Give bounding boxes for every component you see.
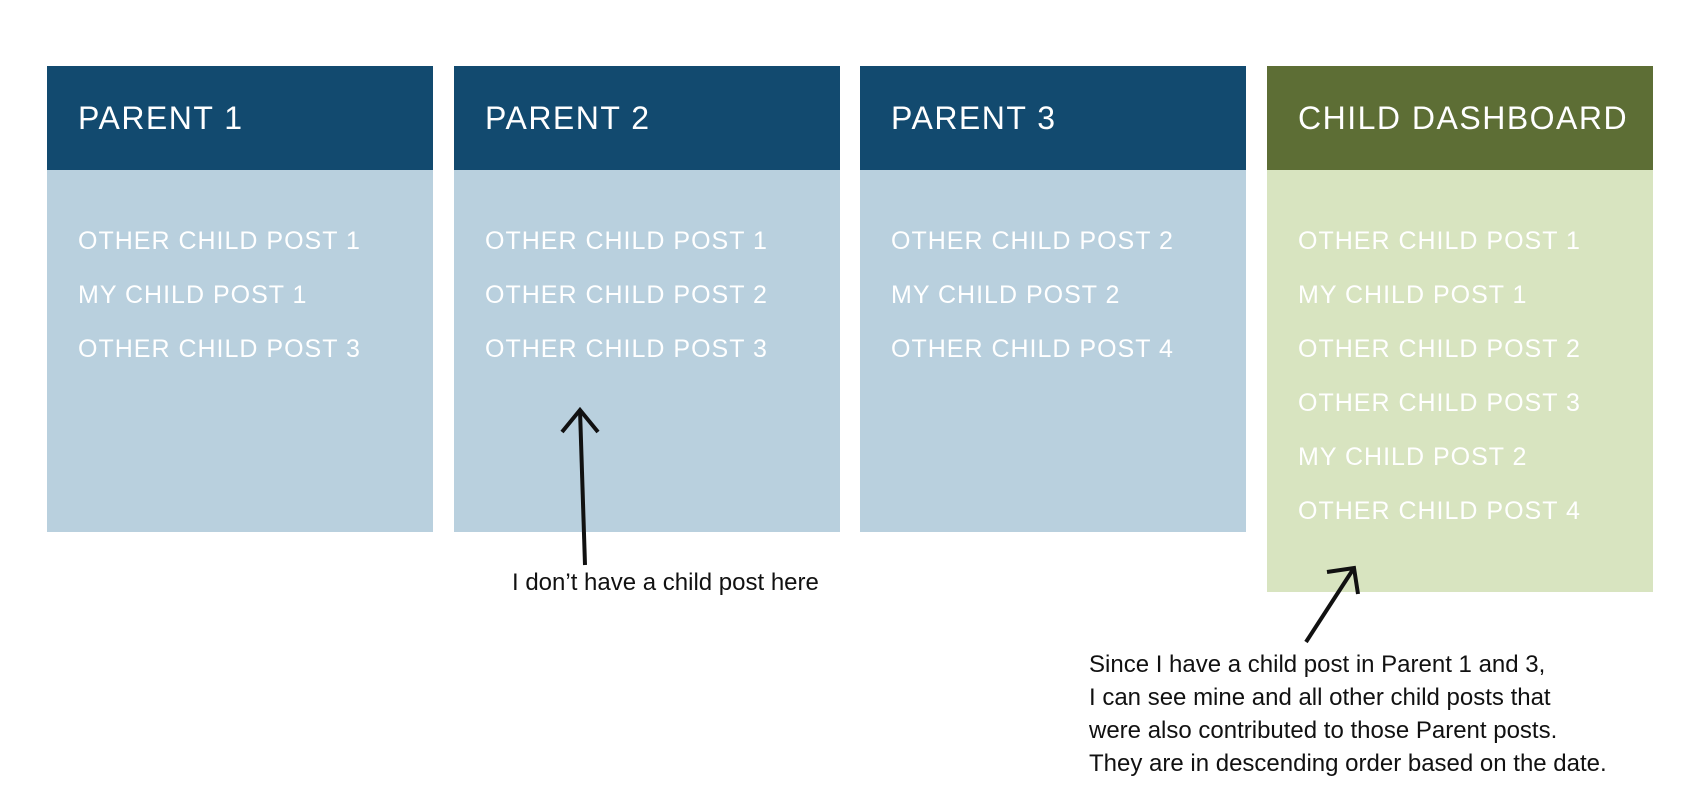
- list-item[interactable]: OTHER CHILD POST 4: [1298, 497, 1581, 525]
- list-item[interactable]: OTHER CHILD POST 1: [1298, 227, 1581, 255]
- list-item[interactable]: MY CHILD POST 1: [78, 281, 308, 309]
- annotation-line: I can see mine and all other child posts that: [1089, 684, 1551, 711]
- card-title: PARENT 1: [78, 99, 244, 136]
- annotation-line: Since I have a child post in Parent 1 and 3,: [1089, 651, 1546, 678]
- arrow-icon: [1306, 568, 1354, 642]
- list-item[interactable]: OTHER CHILD POST 3: [1298, 389, 1581, 417]
- list-item[interactable]: OTHER CHILD POST 3: [78, 335, 361, 363]
- list-item[interactable]: MY CHILD POST 2: [1298, 443, 1528, 471]
- list-item[interactable]: OTHER CHILD POST 4: [891, 335, 1174, 363]
- list-item[interactable]: OTHER CHILD POST 3: [485, 335, 768, 363]
- list-item[interactable]: OTHER CHILD POST 1: [78, 227, 361, 255]
- list-item[interactable]: OTHER CHILD POST 2: [1298, 335, 1581, 363]
- card-title: PARENT 2: [485, 99, 651, 136]
- list-item[interactable]: OTHER CHILD POST 2: [485, 281, 768, 309]
- list-item[interactable]: MY CHILD POST 1: [1298, 281, 1528, 309]
- annotation-line: They are in descending order based on the date.: [1089, 750, 1607, 777]
- list-item[interactable]: OTHER CHILD POST 1: [485, 227, 768, 255]
- list-item[interactable]: OTHER CHILD POST 2: [891, 227, 1174, 255]
- parent-2-annotation: I don’t have a child post here: [512, 569, 819, 596]
- card-title: CHILD DASHBOARD: [1298, 99, 1629, 136]
- card-title: PARENT 3: [891, 99, 1057, 136]
- dashboard-annotation: [1089, 648, 1607, 780]
- arrowhead-icon: [1327, 568, 1358, 594]
- list-item[interactable]: MY CHILD POST 2: [891, 281, 1121, 309]
- annotation-line: were also contributed to those Parent posts.: [1089, 717, 1558, 744]
- arrow-icon: [580, 410, 585, 565]
